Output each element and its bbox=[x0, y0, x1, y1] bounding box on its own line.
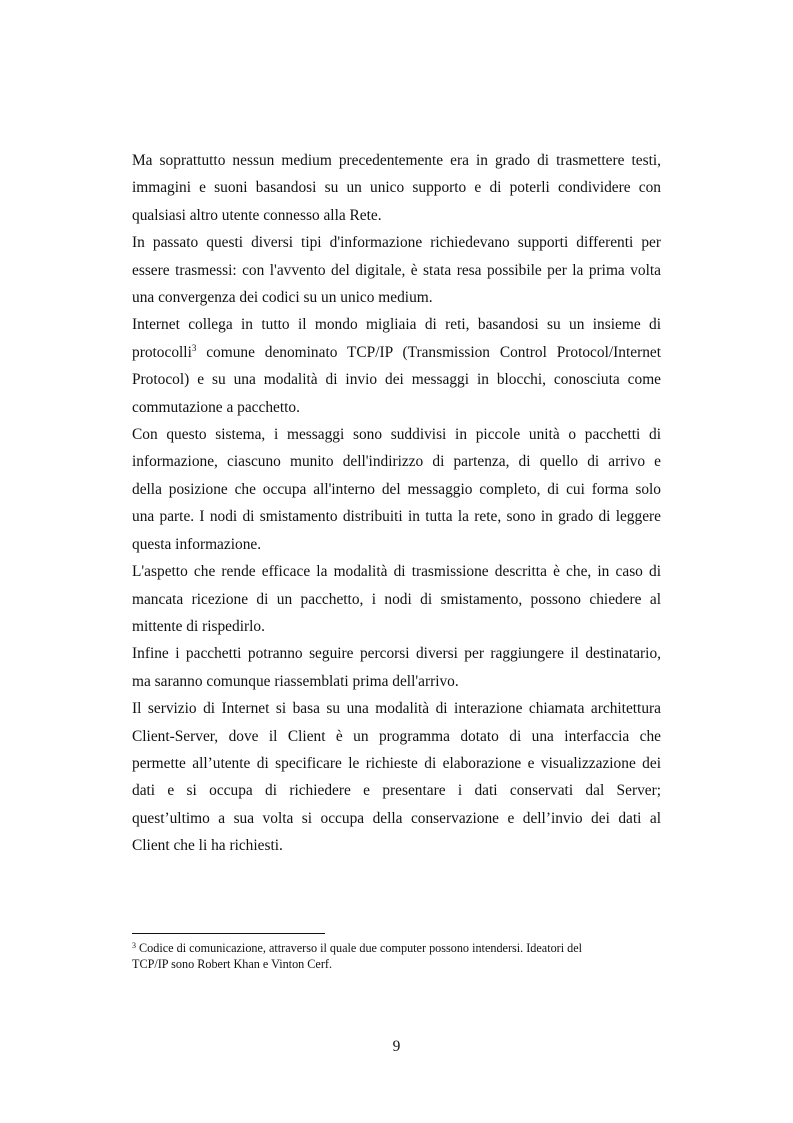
text-line: qualsiasi altro utente connesso alla Rete. bbox=[132, 206, 382, 224]
text-line: immagini e suoni basandosi su un unico supporto e di poterli condividere con bbox=[132, 179, 661, 197]
text-line: Ma soprattutto nessun medium precedentemente era in grado di trasmettere testi, bbox=[132, 152, 661, 169]
footnote-line bbox=[132, 940, 661, 956]
text-line: ma saranno comunque riassemblati prima dell'arrivo. bbox=[132, 672, 459, 690]
paragraph bbox=[132, 640, 661, 695]
text-line: quest’ultimo a sua volta si occupa della conservazione e dell’invio dei dati al bbox=[132, 809, 661, 827]
footnote-separator bbox=[132, 933, 325, 934]
text-line: Infine i pacchetti potranno seguire percorsi diversi per raggiungere il destinatario, bbox=[132, 645, 661, 663]
text-fragment: comune denominato TCP/IP (Transmission Control Protocol/Internet bbox=[206, 343, 661, 361]
text-line: mittente di rispedirlo. bbox=[132, 617, 265, 635]
text-line: mancata ricezione di un pacchetto, i nodi di smistamento, possono chiedere al bbox=[132, 590, 661, 608]
text-line: una convergenza dei codici su un unico medium. bbox=[132, 289, 433, 307]
text-line: In passato questi diversi tipi d'informazione richiedevano supporti differenti per bbox=[132, 234, 661, 252]
paragraph bbox=[132, 421, 661, 558]
text-line: permette all’utente di specificare le richieste di elaborazione e visualizzazione dei bbox=[132, 754, 661, 772]
text-line: della posizione che occupa all'interno del messaggio completo, di cui forma solo bbox=[132, 480, 661, 498]
text-line: Internet collega in tutto il mondo migliaia di reti, basandosi su un insieme di bbox=[132, 316, 661, 334]
footnote-line: TCP/IP sono Robert Khan e Vinton Cerf. bbox=[132, 957, 333, 971]
text-line: informazione, ciascuno munito dell'indirizzo di partenza, di quello di arrivo e bbox=[132, 453, 661, 471]
paragraph bbox=[132, 147, 661, 229]
footnote bbox=[132, 940, 661, 972]
paragraph bbox=[132, 311, 661, 421]
page-number: 9 bbox=[392, 1038, 401, 1055]
text-line: Con questo sistema, i messaggi sono suddivisi in piccole unità o pacchetti di bbox=[132, 426, 661, 444]
paragraph bbox=[132, 695, 661, 859]
paragraph bbox=[132, 229, 661, 311]
body-text bbox=[132, 147, 661, 860]
text-line-with-footnote bbox=[132, 339, 661, 366]
text-line: Protocol) e su una modalità di invio dei messaggi in blocchi, conosciuta come bbox=[132, 371, 661, 389]
footnote-marker: 3 bbox=[132, 941, 136, 950]
text-fragment: protocolli bbox=[132, 343, 192, 361]
text-line: L'aspetto che rende efficace la modalità di trasmissione descritta è che, in caso di bbox=[132, 563, 661, 581]
paragraph bbox=[132, 558, 661, 640]
text-line: una parte. I nodi di smistamento distribuiti in tutta la rete, sono in grado di leggere bbox=[132, 508, 661, 526]
text-line: commutazione a pacchetto. bbox=[132, 398, 300, 416]
text-line: essere trasmessi: con l'avvento del digitale, è stata resa possibile per la prima volta bbox=[132, 261, 661, 279]
footnote-reference[interactable]: 3 bbox=[191, 342, 197, 353]
text-line: Client-Server, dove il Client è un programma dotato di una interfaccia che bbox=[132, 727, 661, 745]
text-line: questa informazione. bbox=[132, 535, 262, 553]
text-line: dati e si occupa di richiedere e presentare i dati conservati dal Server; bbox=[132, 782, 661, 800]
text-line: Client che li ha richiesti. bbox=[132, 837, 283, 855]
footnote-text: Codice di comunicazione, attraverso il quale due computer possono intendersi. Ideatori del bbox=[139, 941, 583, 955]
text-line: Il servizio di Internet si basa su una modalità di interazione chiamata architettura bbox=[132, 700, 661, 718]
